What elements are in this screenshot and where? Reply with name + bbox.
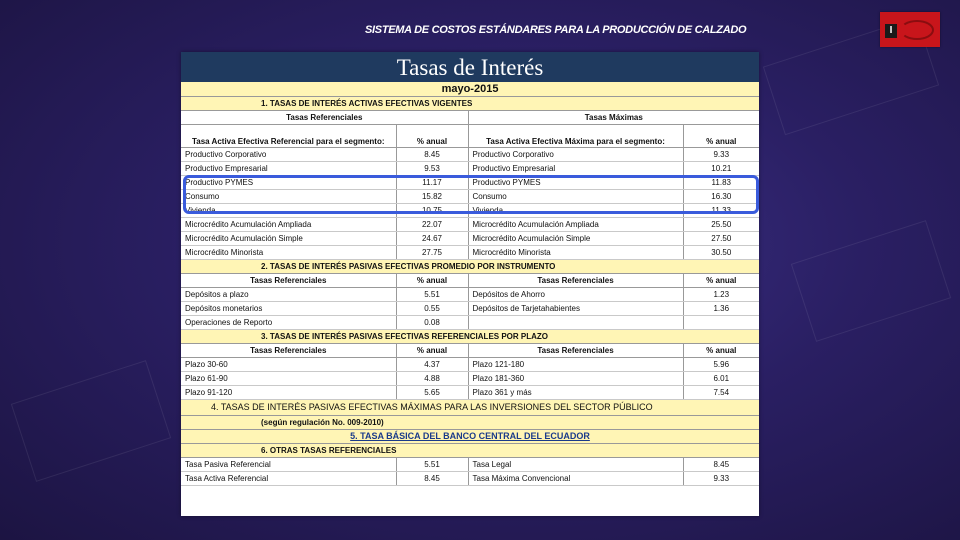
table-row bbox=[181, 218, 759, 232]
rate-label bbox=[468, 316, 683, 330]
rate-value: 0.55 bbox=[396, 302, 468, 316]
rate-label: Plazo 121-180 bbox=[468, 358, 683, 372]
rate-value: 4.37 bbox=[396, 358, 468, 372]
col-header: Tasas Referenciales bbox=[468, 344, 683, 358]
rate-value: 11.83 bbox=[683, 176, 759, 190]
section-header bbox=[181, 97, 759, 111]
rate-value: 9.33 bbox=[683, 472, 759, 486]
rate-label: Vivienda bbox=[468, 204, 683, 218]
rate-label: Tasa Legal bbox=[468, 458, 683, 472]
rate-label: Productivo Corporativo bbox=[468, 148, 683, 162]
rate-value: 10.75 bbox=[396, 204, 468, 218]
rate-label: Plazo 61-90 bbox=[181, 372, 396, 386]
table-row bbox=[181, 162, 759, 176]
table-row bbox=[181, 316, 759, 330]
rate-label: Productivo Empresarial bbox=[468, 162, 683, 176]
rate-label: Plazo 91-120 bbox=[181, 386, 396, 400]
rate-label: Plazo 361 y más bbox=[468, 386, 683, 400]
rate-label: Microcrédito Minorista bbox=[468, 246, 683, 260]
rate-value: 25.50 bbox=[683, 218, 759, 232]
rate-label: Microcrédito Acumulación Simple bbox=[468, 232, 683, 246]
col-header: % anual bbox=[396, 274, 468, 288]
rate-value: 9.53 bbox=[396, 162, 468, 176]
rate-label: Vivienda bbox=[181, 204, 396, 218]
col-header: % anual bbox=[683, 344, 759, 358]
left-group-label: Tasas Referenciales bbox=[181, 111, 468, 125]
rate-label: Depósitos a plazo bbox=[181, 288, 396, 302]
rate-value: 27.75 bbox=[396, 246, 468, 260]
document-title: Tasas de Interés bbox=[181, 52, 759, 82]
right-group-label: Tasas Máximas bbox=[468, 111, 759, 125]
rate-value: 10.21 bbox=[683, 162, 759, 176]
rate-value: 8.45 bbox=[396, 472, 468, 486]
col-header: Tasas Referenciales bbox=[468, 274, 683, 288]
table-row bbox=[181, 458, 759, 472]
rate-value: 30.50 bbox=[683, 246, 759, 260]
interest-rates-document bbox=[181, 52, 759, 516]
table-row bbox=[181, 232, 759, 246]
rate-value: 5.51 bbox=[396, 288, 468, 302]
table-row bbox=[181, 148, 759, 162]
slide-title: SISTEMA DE COSTOS ESTÁNDARES PARA LA PRODUCCIÓN DE CALZADO bbox=[365, 24, 747, 36]
rate-label: Microcrédito Minorista bbox=[181, 246, 396, 260]
rate-label: Consumo bbox=[181, 190, 396, 204]
col-header: % anual bbox=[396, 125, 468, 148]
rate-label: Depósitos de Tarjetahabientes bbox=[468, 302, 683, 316]
section2-title: 2. TASAS DE INTERÉS PASIVAS EFECTIVAS PROMEDIO POR INSTRUMENTO bbox=[181, 260, 759, 274]
rate-value: 15.82 bbox=[396, 190, 468, 204]
rates-table bbox=[181, 97, 759, 486]
background-decoration bbox=[791, 220, 951, 342]
rate-value: 5.51 bbox=[396, 458, 468, 472]
rate-value: 7.54 bbox=[683, 386, 759, 400]
rate-label: Operaciones de Reporto bbox=[181, 316, 396, 330]
rate-value: 1.36 bbox=[683, 302, 759, 316]
rate-value: 11.33 bbox=[683, 204, 759, 218]
rate-label: Tasa Activa Referencial bbox=[181, 472, 396, 486]
table-row bbox=[181, 358, 759, 372]
rate-label: Depósitos de Ahorro bbox=[468, 288, 683, 302]
table-row bbox=[181, 472, 759, 486]
table-row bbox=[181, 302, 759, 316]
rate-value: 5.65 bbox=[396, 386, 468, 400]
section3-rows bbox=[181, 358, 759, 400]
company-logo bbox=[880, 12, 940, 47]
col-header: % anual bbox=[396, 344, 468, 358]
col-header: Tasa Activa Efectiva Máxima para el segmento: bbox=[468, 125, 683, 148]
section3-title: 3. TASAS DE INTERÉS PASIVAS EFECTIVAS REFERENCIALES POR PLAZO bbox=[181, 330, 759, 344]
rate-value: 8.45 bbox=[683, 458, 759, 472]
rate-value bbox=[683, 316, 759, 330]
logo-mark: I bbox=[885, 24, 897, 38]
rate-label: Depósitos monetarios bbox=[181, 302, 396, 316]
rate-value: 0.08 bbox=[396, 316, 468, 330]
rate-value: 22.07 bbox=[396, 218, 468, 232]
section6-title: 6. OTRAS TASAS REFERENCIALES bbox=[181, 444, 759, 458]
rate-value: 24.67 bbox=[396, 232, 468, 246]
highlight-box bbox=[183, 175, 759, 214]
col-header: Tasa Activa Efectiva Referencial para el segmento: bbox=[181, 125, 396, 148]
section5-link[interactable]: 5. TASA BÁSICA DEL BANCO CENTRAL DEL ECUADOR bbox=[181, 430, 759, 444]
rate-value: 6.01 bbox=[683, 372, 759, 386]
rate-value: 5.96 bbox=[683, 358, 759, 372]
col-header: Tasas Referenciales bbox=[181, 274, 396, 288]
section1-title: 1. TASAS DE INTERÉS ACTIVAS EFECTIVAS VIGENTES bbox=[181, 97, 759, 111]
rate-label: Productivo PYMES bbox=[181, 176, 396, 190]
col-header: % anual bbox=[683, 125, 759, 148]
table-row bbox=[181, 246, 759, 260]
rate-label: Microcrédito Acumulación Simple bbox=[181, 232, 396, 246]
rate-value: 8.45 bbox=[396, 148, 468, 162]
col-header: Tasas Referenciales bbox=[181, 344, 396, 358]
rate-value: 16.30 bbox=[683, 190, 759, 204]
table-row bbox=[181, 386, 759, 400]
table-row bbox=[181, 372, 759, 386]
rate-label: Plazo 181-360 bbox=[468, 372, 683, 386]
rate-value: 1.23 bbox=[683, 288, 759, 302]
rate-label: Tasa Pasiva Referencial bbox=[181, 458, 396, 472]
section4-note: (según regulación No. 009-2010) bbox=[181, 416, 759, 430]
background-decoration bbox=[11, 360, 171, 482]
table-row bbox=[181, 288, 759, 302]
rate-label: Productivo Corporativo bbox=[181, 148, 396, 162]
rate-value: 4.88 bbox=[396, 372, 468, 386]
rate-label: Consumo bbox=[468, 190, 683, 204]
rate-label: Plazo 30-60 bbox=[181, 358, 396, 372]
rate-label: Tasa Máxima Convencional bbox=[468, 472, 683, 486]
rate-label: Microcrédito Acumulación Ampliada bbox=[181, 218, 396, 232]
logo-swoosh-icon bbox=[900, 20, 934, 40]
rate-value: 11.17 bbox=[396, 176, 468, 190]
col-header: % anual bbox=[683, 274, 759, 288]
section2-rows bbox=[181, 288, 759, 330]
section4-title: 4. TASAS DE INTERÉS PASIVAS EFECTIVAS MÁXIMAS PARA LAS INVERSIONES DEL SECTOR PÚBLICO bbox=[181, 400, 759, 416]
rate-label: Productivo PYMES bbox=[468, 176, 683, 190]
rate-label: Productivo Empresarial bbox=[181, 162, 396, 176]
rate-label: Microcrédito Acumulación Ampliada bbox=[468, 218, 683, 232]
rate-value: 27.50 bbox=[683, 232, 759, 246]
rate-value: 9.33 bbox=[683, 148, 759, 162]
document-date: mayo-2015 bbox=[181, 82, 759, 97]
section6-rows bbox=[181, 458, 759, 486]
